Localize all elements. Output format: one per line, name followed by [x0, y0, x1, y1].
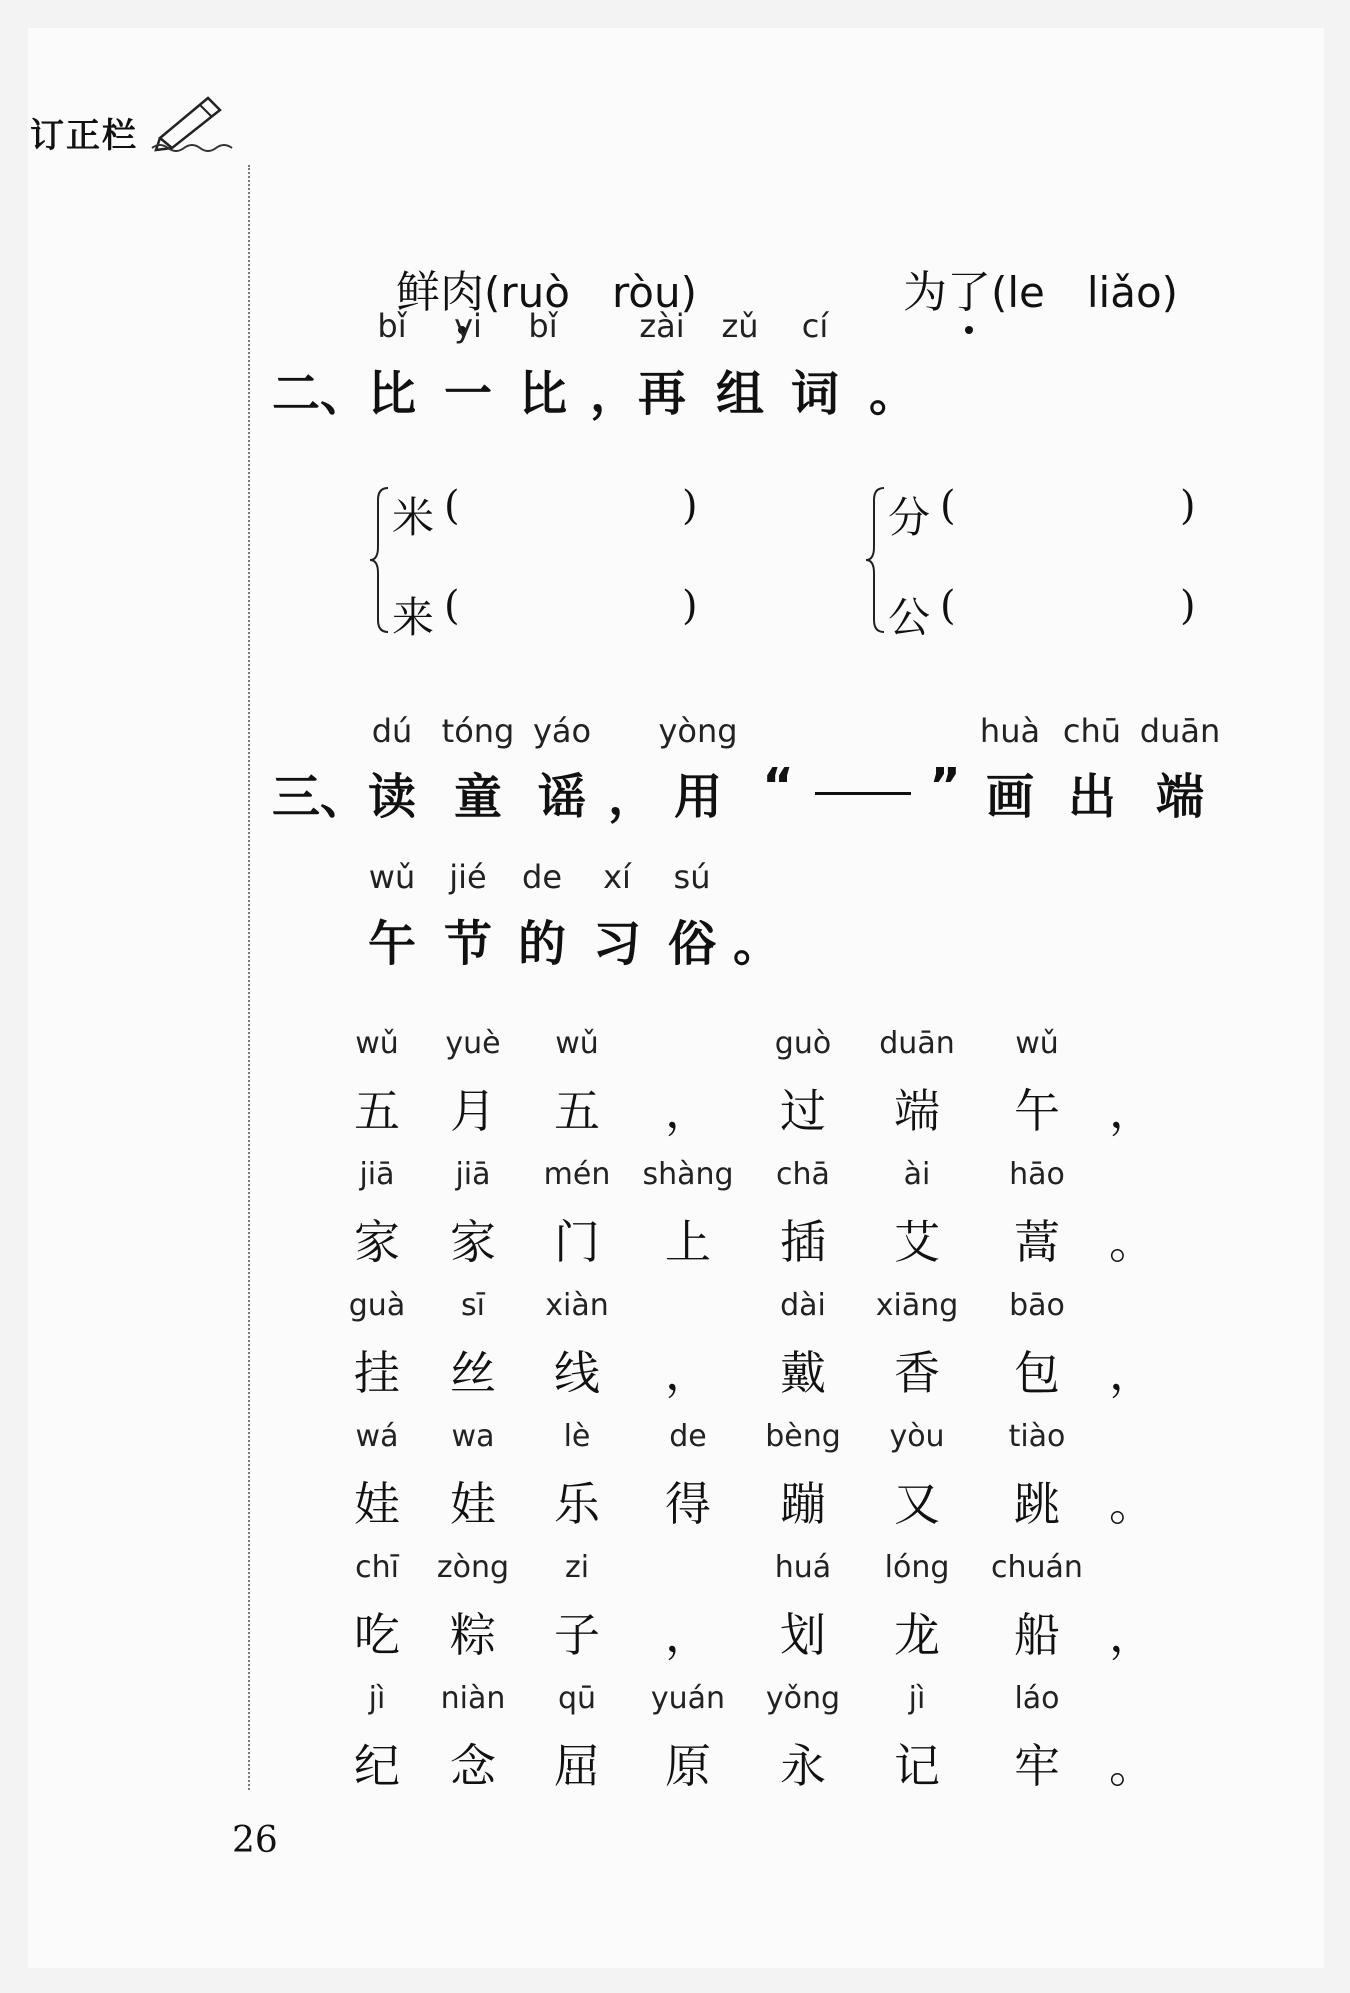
title-char: 节 — [443, 916, 492, 972]
title-pinyin: bǐ — [528, 307, 558, 345]
rhyme-char: 过 — [780, 1084, 826, 1138]
rhyme-pinyin: yòu — [889, 1419, 945, 1454]
rhyme-char: 插 — [780, 1215, 826, 1269]
rhyme-pinyin: láo — [1014, 1681, 1060, 1716]
rhyme-char: ， — [1109, 1608, 1155, 1662]
rhyme-pinyin: niàn — [440, 1681, 506, 1716]
rhyme-pinyin: yuán — [650, 1681, 726, 1716]
answer-paren-close: ) — [682, 583, 698, 629]
rhyme-pinyin: chī — [355, 1550, 399, 1585]
rhyme-char: 戴 — [780, 1346, 826, 1400]
target-char: 了 — [947, 256, 991, 320]
title-char: 画 — [985, 769, 1034, 825]
rhyme-char: 丝 — [450, 1346, 496, 1400]
section-3-number: 三、 — [272, 769, 369, 825]
rhyme-pinyin: wá — [355, 1419, 399, 1454]
title-char: ， — [607, 769, 656, 825]
pinyin-options[interactable]: (ruò ròu) — [483, 268, 697, 317]
title-pinyin: zài — [639, 307, 685, 345]
answer-blank[interactable] — [963, 485, 1170, 535]
rhyme-pinyin: wǔ — [555, 1026, 599, 1061]
rhyme-pinyin: shàng — [642, 1157, 734, 1192]
compare-char: 米 — [392, 493, 435, 542]
rhyme-char: 龙 — [894, 1608, 940, 1662]
rhyme-pinyin: jiā — [455, 1157, 491, 1192]
title-char: 午 — [367, 916, 416, 972]
rhyme-char: 子 — [554, 1608, 600, 1662]
emphasis-dot — [965, 326, 973, 334]
title-char: ” — [929, 758, 961, 814]
title-pinyin: tóng — [441, 712, 515, 750]
rhyme-char: 屈 — [554, 1739, 600, 1793]
word-prefix: 鲜 — [395, 267, 440, 318]
title-char: 比 — [367, 366, 416, 422]
rhyme-char: 门 — [554, 1215, 600, 1269]
title-pinyin: chū — [1062, 712, 1122, 750]
rhyme-pinyin: bèng — [765, 1419, 841, 1454]
rhyme-pinyin: duān — [879, 1026, 955, 1061]
rhyme-char: 家 — [450, 1215, 496, 1269]
rhyme-char: 月 — [450, 1084, 496, 1138]
rhyme-pinyin: lè — [563, 1419, 591, 1454]
title-pinyin: yi — [454, 307, 482, 345]
rhyme-char: 娃 — [354, 1477, 400, 1531]
answer-blank[interactable] — [467, 485, 672, 535]
title-char: 用 — [673, 769, 722, 825]
rhyme-pinyin: jiā — [359, 1157, 395, 1192]
rhyme-char: 。 — [1109, 1739, 1155, 1793]
title-char: “ — [762, 758, 794, 814]
rhyme-char: 永 — [780, 1739, 826, 1793]
rhyme-char: 牢 — [1014, 1739, 1060, 1793]
title-pinyin: wǔ — [368, 858, 416, 896]
rhyme-pinyin: zòng — [436, 1550, 510, 1585]
rhyme-char: ， — [1109, 1084, 1155, 1138]
title-char: 读 — [367, 769, 416, 825]
rhyme-char: 。 — [1109, 1215, 1155, 1269]
answer-blank[interactable] — [467, 585, 672, 635]
rhyme-pinyin: ài — [903, 1157, 931, 1192]
rhyme-pinyin: jì — [368, 1681, 386, 1716]
choice-item-2 — [875, 205, 1178, 320]
compare-char: 公 — [888, 593, 931, 642]
rhyme-pinyin: xiāng — [875, 1288, 959, 1323]
title-char: 组 — [715, 366, 764, 422]
rhyme-char: 原 — [665, 1739, 711, 1793]
section-2-number: 二、 — [272, 366, 369, 422]
rhyme-char: 线 — [554, 1346, 600, 1400]
rhyme-pinyin: guà — [348, 1288, 406, 1323]
answer-paren-open: ( — [940, 583, 956, 629]
rhyme-char: 得 — [665, 1477, 711, 1531]
rhyme-pinyin: yǒng — [765, 1681, 841, 1716]
title-pinyin: yòng — [658, 712, 738, 750]
rhyme-pinyin: dài — [780, 1288, 826, 1323]
title-pinyin: dú — [371, 712, 413, 750]
rhyme-char: 上 — [665, 1215, 711, 1269]
answer-paren-close: ) — [1180, 483, 1196, 529]
rhyme-pinyin: zi — [564, 1550, 590, 1585]
rhyme-char: 蹦 — [780, 1477, 826, 1531]
title-pinyin: duān — [1139, 712, 1221, 750]
title-char: 。 — [732, 916, 781, 972]
correction-column-label: 订正栏 — [30, 116, 138, 156]
title-pinyin: xí — [603, 858, 631, 896]
rhyme-char: ， — [665, 1608, 711, 1662]
rhyme-char: 艾 — [894, 1215, 940, 1269]
rhyme-char: 五 — [554, 1084, 600, 1138]
rhyme-char: ， — [665, 1084, 711, 1138]
rhyme-char: 船 — [1014, 1608, 1060, 1662]
title-pinyin: yáo — [532, 712, 592, 750]
title-char: 俗 — [667, 916, 716, 972]
rhyme-pinyin: lóng — [884, 1550, 950, 1585]
rhyme-char: 。 — [1109, 1477, 1155, 1531]
answer-paren-open: ( — [444, 583, 460, 629]
answer-paren-close: ) — [682, 483, 698, 529]
compare-char: 分 — [888, 493, 931, 542]
title-char: 比 — [518, 366, 567, 422]
title-pinyin: zǔ — [721, 307, 759, 345]
rhyme-pinyin: mén — [543, 1157, 611, 1192]
rhyme-char: 粽 — [450, 1608, 496, 1662]
rhyme-char: 记 — [894, 1739, 940, 1793]
title-char: 的 — [517, 916, 566, 972]
rhyme-char: 蒿 — [1014, 1215, 1060, 1269]
rhyme-char: 午 — [1014, 1084, 1060, 1138]
margin-divider — [248, 165, 250, 1790]
answer-paren-close: ) — [1180, 583, 1196, 629]
rhyme-pinyin: qū — [557, 1681, 597, 1716]
rhyme-pinyin: jì — [908, 1681, 926, 1716]
title-pinyin: jié — [449, 858, 487, 896]
rhyme-char: 纪 — [354, 1739, 400, 1793]
title-char: 童 — [453, 769, 502, 825]
rhyme-char: 五 — [354, 1084, 400, 1138]
rhyme-char: 念 — [450, 1739, 496, 1793]
rhyme-char: 划 — [780, 1608, 826, 1662]
rhyme-char: 跳 — [1014, 1477, 1060, 1531]
word-prefix: 为 — [902, 267, 947, 318]
title-char: 。 — [868, 366, 917, 422]
rhyme-char: 包 — [1014, 1346, 1060, 1400]
rhyme-char: 吃 — [354, 1608, 400, 1662]
rhyme-pinyin: guò — [774, 1026, 832, 1061]
rhyme-char: 香 — [894, 1346, 940, 1400]
underline-mark — [815, 792, 911, 795]
answer-paren-open: ( — [940, 483, 956, 529]
choice-item-1 — [368, 205, 697, 320]
rhyme-char: 娃 — [450, 1477, 496, 1531]
rhyme-char: 家 — [354, 1215, 400, 1269]
page-number: 26 — [232, 1820, 278, 1861]
title-pinyin: cí — [801, 307, 829, 345]
answer-paren-open: ( — [444, 483, 460, 529]
rhyme-pinyin: chuán — [991, 1550, 1083, 1585]
compare-char: 来 — [392, 593, 435, 642]
title-pinyin: huà — [979, 712, 1041, 750]
rhyme-pinyin: wa — [451, 1419, 495, 1454]
title-pinyin: bǐ — [377, 307, 407, 345]
rhyme-char: 端 — [894, 1084, 940, 1138]
answer-blank[interactable] — [963, 585, 1170, 635]
rhyme-char: ， — [1109, 1346, 1155, 1400]
rhyme-char: 挂 — [354, 1346, 400, 1400]
brace-icon — [864, 485, 888, 635]
title-char: ， — [589, 366, 638, 422]
pinyin-options[interactable]: (le liǎo) — [990, 268, 1179, 317]
rhyme-pinyin: huá — [774, 1550, 832, 1585]
rhyme-pinyin: yuè — [445, 1026, 501, 1061]
title-pinyin: de — [522, 858, 562, 896]
pencil-icon — [150, 90, 242, 152]
rhyme-char: ， — [665, 1346, 711, 1400]
title-char: 出 — [1067, 769, 1116, 825]
rhyme-pinyin: sī — [461, 1288, 485, 1323]
title-char: 谣 — [537, 769, 586, 825]
title-pinyin: sú — [673, 858, 711, 896]
title-char: 一 — [443, 366, 492, 422]
title-char: 词 — [790, 366, 839, 422]
rhyme-char: 乐 — [554, 1477, 600, 1531]
title-char: 习 — [592, 916, 641, 972]
rhyme-char: 又 — [894, 1477, 940, 1531]
rhyme-pinyin: wǔ — [1015, 1026, 1059, 1061]
title-char: 端 — [1155, 769, 1204, 825]
rhyme-pinyin: tiào — [1008, 1419, 1066, 1454]
rhyme-pinyin: xiàn — [545, 1288, 609, 1323]
rhyme-pinyin: hāo — [1009, 1157, 1065, 1192]
rhyme-pinyin: de — [669, 1419, 707, 1454]
target-char: 肉 — [440, 256, 484, 320]
title-char: 再 — [637, 366, 686, 422]
rhyme-pinyin: chā — [776, 1157, 830, 1192]
rhyme-pinyin: bāo — [1009, 1288, 1065, 1323]
rhyme-pinyin: wǔ — [355, 1026, 399, 1061]
brace-icon — [368, 485, 392, 635]
